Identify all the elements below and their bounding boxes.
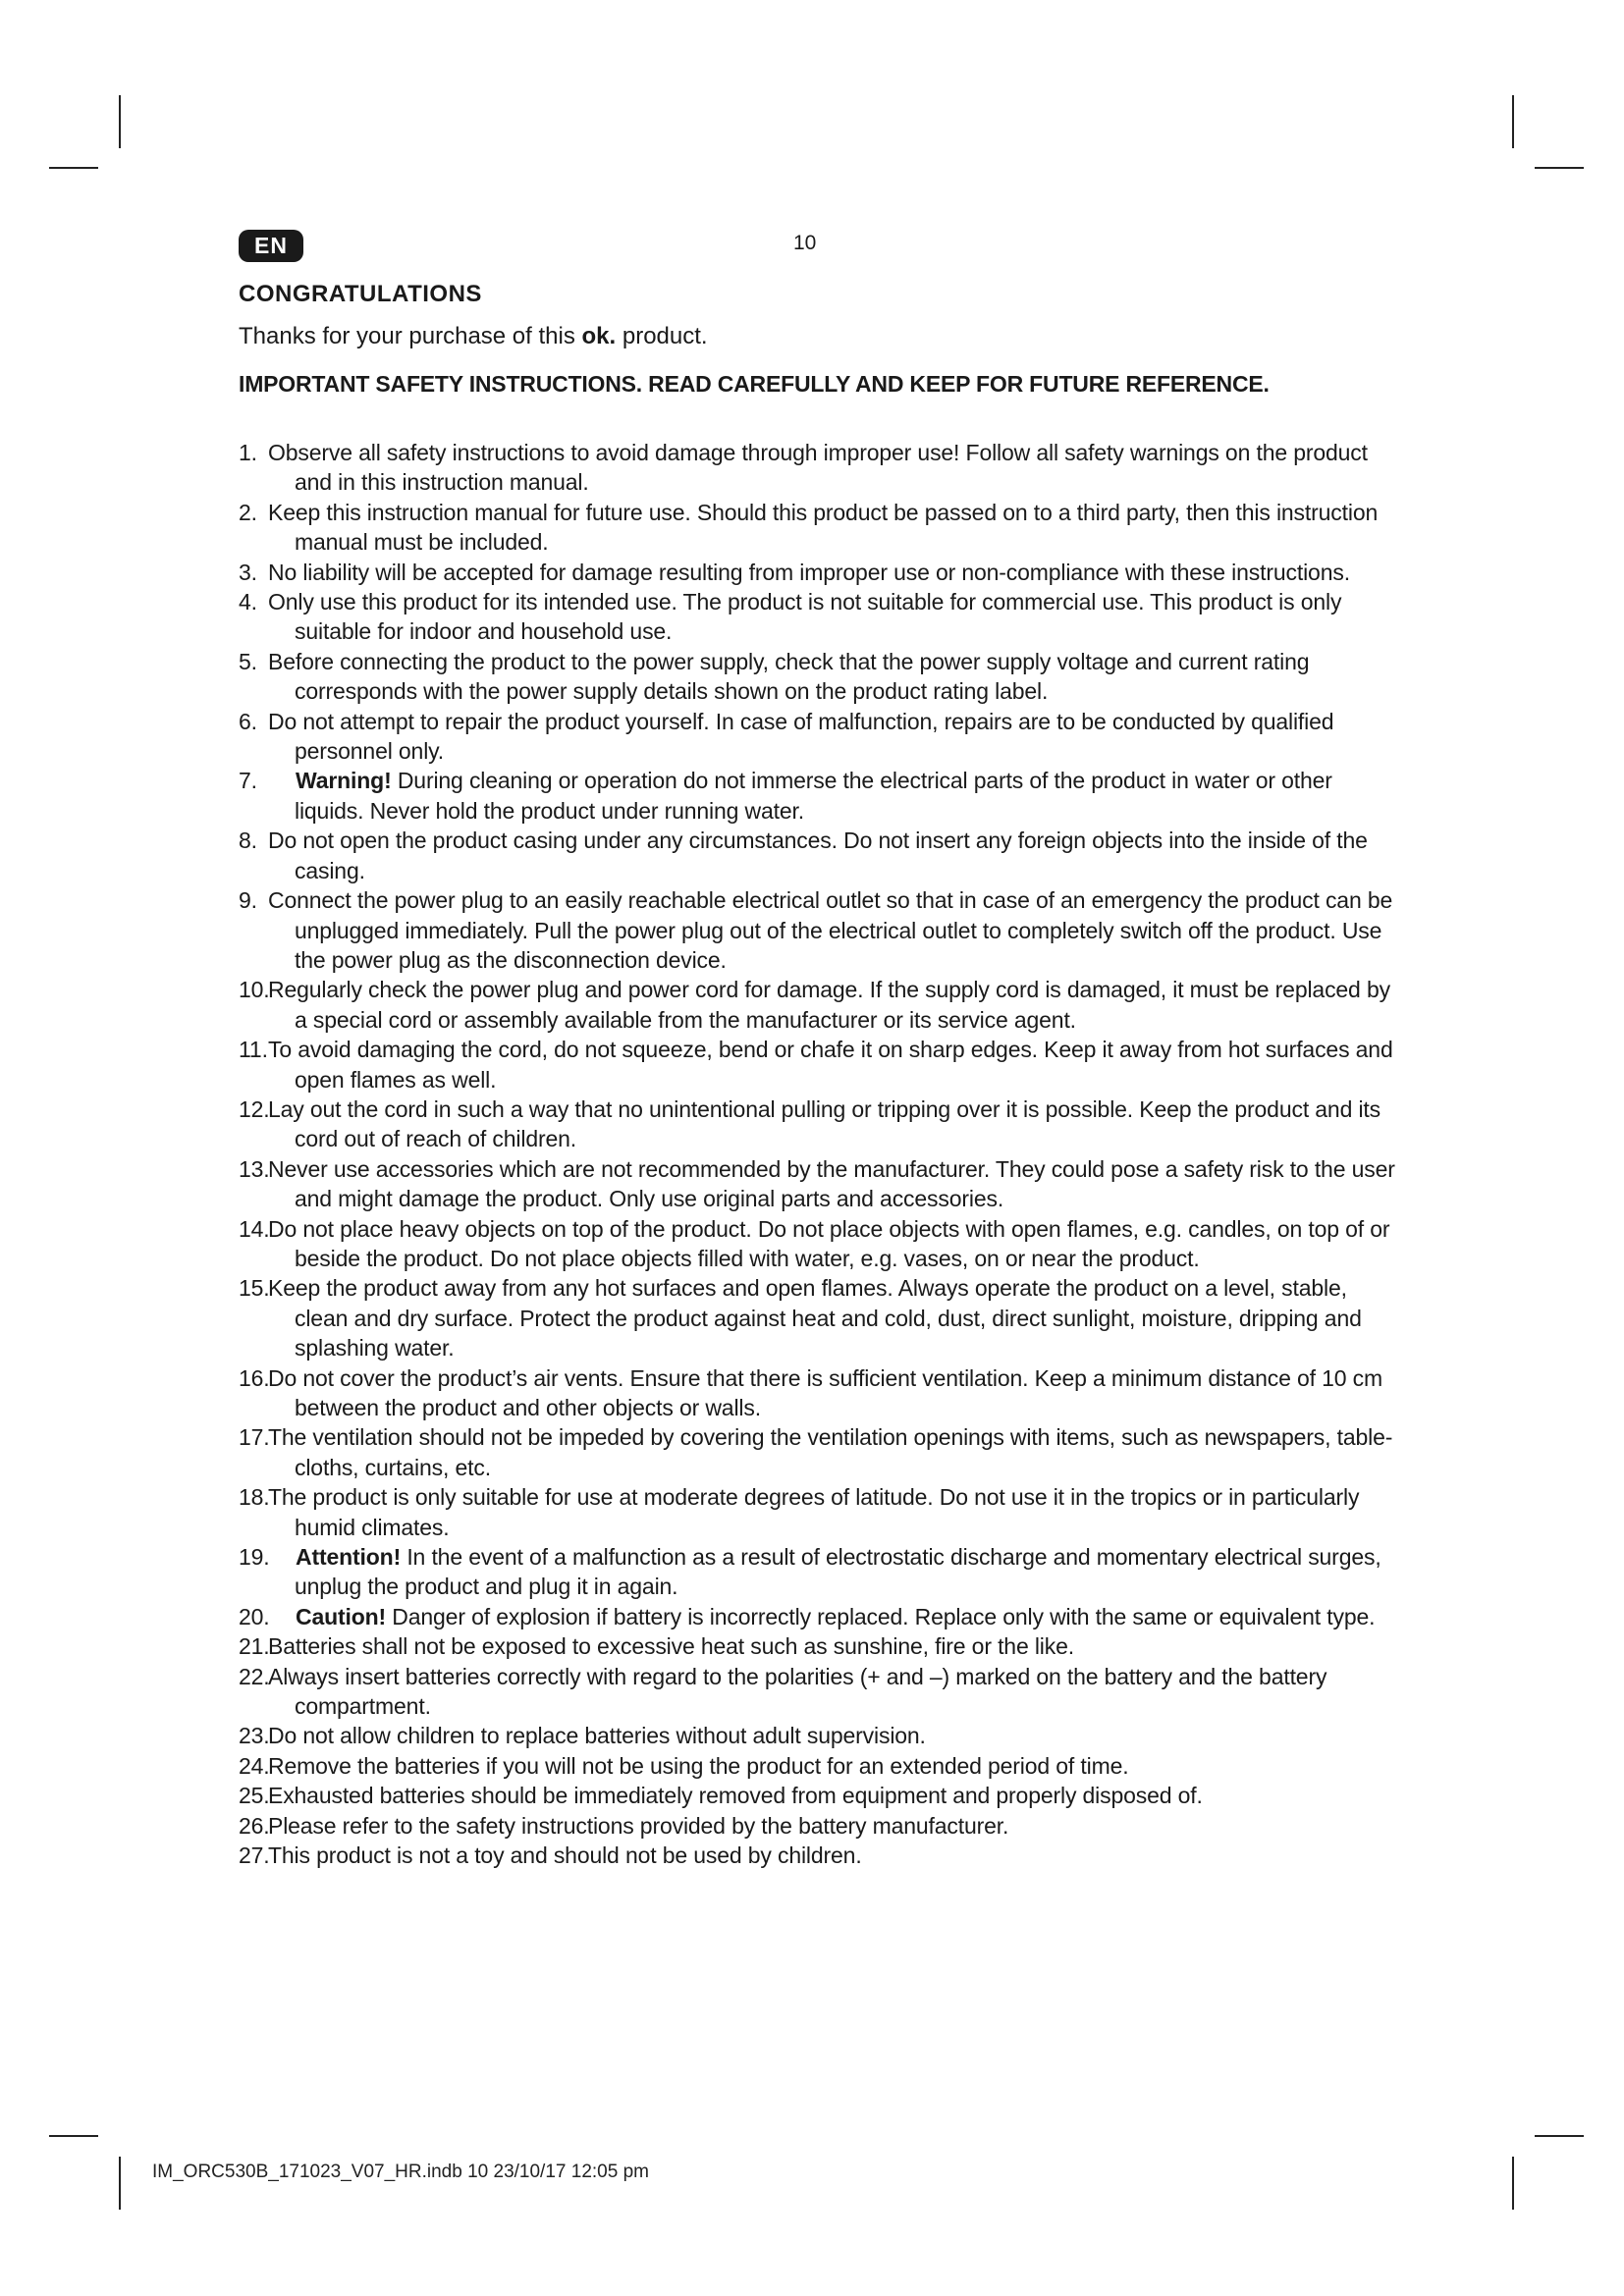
instruction-item [239,1781,1397,1810]
instruction-item [239,1273,1397,1362]
instruction-number: 17. [239,1424,270,1451]
instruction-text: Keep the product away from any hot surfaces and open flames. Always operate the product on a level, stable, clean and dry surface. Protect the product against heat and cold, dust, direct sunlight, moisture, dripping and splashing water. [268,1275,1362,1362]
instruction-item [239,766,1397,826]
instruction-number: 9. [239,887,257,914]
instruction-item [239,1542,1397,1602]
instruction-number: 11. [239,1037,268,1063]
instruction-number: 16. [239,1364,270,1391]
instruction-item [239,826,1397,885]
instruction-number: 20. [239,1603,270,1629]
instruction-number: 15. [239,1275,270,1302]
instruction-text: This product is not a toy and should not be used by children. [268,1842,862,1869]
instruction-number: 22. [239,1663,270,1689]
instruction-text: Do not attempt to repair the product yourself. In case of malfunction, repairs are to be conducted by qualified personnel only. [268,708,1334,765]
instruction-number: 23. [239,1723,270,1749]
instruction-item [239,558,1397,587]
important-heading: IMPORTANT SAFETY INSTRUCTIONS. READ CAREFULLY AND KEEP FOR FUTURE REFERENCE. [239,371,1270,397]
instruction-item [239,1363,1397,1423]
crop-mark [119,95,121,148]
crop-mark [49,167,98,169]
instruction-text: To avoid damaging the cord, do not squeeze, bend or chafe it on sharp edges. Keep it away from hot surfaces and open flames as well. [268,1037,1393,1093]
instruction-text: Batteries shall not be exposed to excessive heat such as sunshine, fire or the like. [268,1633,1074,1660]
instruction-number: 1. [239,440,257,465]
page-heading: CONGRATULATIONS [239,281,482,307]
intro-text [239,323,708,350]
instruction-text: Regularly check the power plug and power cord for damage. If the supply cord is damaged, it must be replaced by a special cord or assembly available from the manufacturer or its service agent. [268,977,1390,1033]
instruction-number: 19. [239,1544,270,1571]
instruction-number: 2. [239,499,257,525]
language-badge: EN [239,230,303,262]
instruction-text: Exhausted batteries should be immediately removed from equipment and properly disposed of. [268,1783,1203,1809]
instruction-item [239,647,1397,707]
instruction-text: Never use accessories which are not recommended by the manufacturer. They could pose a safety risk to the user and might damage the product. Only use original parts and accessories. [268,1155,1395,1212]
instruction-item [239,587,1397,647]
instruction-item [239,885,1397,975]
instruction-item [239,1214,1397,1274]
instruction-number: 8. [239,828,257,854]
instruction-text: Always insert batteries correctly with regard to the polarities (+ and –) marked on the battery and the battery compartment. [268,1663,1327,1720]
instruction-number: 25. [239,1783,270,1809]
crop-mark [1512,95,1514,148]
crop-mark [1535,167,1584,169]
instruction-text: Only use this product for its intended use. The product is not suitable for commercial use. This product is only suitable for indoor and household use. [268,589,1342,645]
instruction-item [239,438,1397,498]
instruction-item [239,1751,1397,1781]
instruction-item [239,1035,1397,1095]
brand-name: ok. [581,323,617,349]
instruction-text: Observe all safety instructions to avoid damage through improper use! Follow all safety warnings on the product and in this instruction manual. [268,440,1368,496]
instruction-item [239,975,1397,1035]
instruction-number: 18. [239,1484,270,1511]
instruction-number: 6. [239,708,257,734]
instruction-number: 26. [239,1812,270,1839]
instruction-text: Connect the power plug to an easily reachable electrical outlet so that in case of an emergency the product can be unplugged immediately. Pull the power plug out of the electrical outlet to completely switch off the product. Use the power plug as the disconnection device. [268,887,1393,973]
instruction-number: 3. [239,559,257,585]
instruction-text: No liability will be accepted for damage resulting from improper use or non-compliance with these instructions. [268,559,1350,585]
instruction-text: Danger of explosion if battery is incorrectly replaced. Replace only with the same or equivalent type. [386,1603,1376,1629]
instruction-text: Please refer to the safety instructions provided by the battery manufacturer. [268,1812,1009,1839]
instruction-text: Lay out the cord in such a way that no unintentional pulling or tripping over it is possible. Keep the product and its cord out of reach of children. [268,1095,1381,1152]
instruction-number: 12. [239,1095,270,1122]
instruction-item [239,1662,1397,1722]
instruction-item [239,1811,1397,1841]
instruction-item [239,1721,1397,1750]
instruction-number: 14. [239,1215,270,1242]
instruction-item [239,1422,1397,1482]
instruction-number: 7. [239,768,257,794]
instruction-text: Before connecting the product to the power supply, check that the power supply voltage and current rating corresponds with the power supply details shown on the product rating label. [268,648,1310,705]
instruction-number: 10. [239,977,270,1003]
instruction-text: The product is only suitable for use at moderate degrees of latitude. Do not use it in the tropics or in particularly humid climates. [268,1484,1360,1540]
instruction-item [239,1482,1397,1542]
instruction-text: In the event of a malfunction as a result of electrostatic discharge and momentary electrical surges, unplug the product and plug it in again. [295,1544,1381,1600]
instruction-text: Do not allow children to replace batteries without adult supervision. [268,1723,926,1749]
instruction-number: 24. [239,1752,270,1779]
intro-after: product. [616,323,708,349]
page-number: 10 [793,232,817,254]
instruction-item [239,1602,1397,1631]
instruction-number: 21. [239,1633,270,1660]
instruction-lead: Warning! [296,768,392,794]
crop-mark [1512,2157,1514,2210]
instruction-text: During cleaning or operation do not immerse the electrical parts of the product in water or other liquids. Never hold the product under running water. [295,768,1332,824]
intro-before: Thanks for your purchase of this [239,323,582,349]
instruction-text: Keep this instruction manual for future use. Should this product be passed on to a third party, then this instruction manual must be included. [268,499,1379,556]
instruction-item [239,498,1397,558]
instruction-number: 5. [239,648,257,674]
instruction-number: 27. [239,1842,270,1869]
instruction-text: Do not place heavy objects on top of the product. Do not place objects with open flames, e.g. candles, on top of or beside the product. Do not place objects filled with water, e.g. vases, on or near the product. [268,1215,1390,1271]
instruction-text: Do not cover the product’s air vents. Ensure that there is sufficient ventilation. Keep a minimum distance of 10 cm between the product and other objects or walls. [268,1364,1383,1420]
instruction-number: 4. [239,589,257,615]
instruction-item [239,1154,1397,1214]
crop-mark [119,2157,121,2210]
instruction-item [239,707,1397,767]
instruction-lead: Caution! [296,1603,387,1629]
instruction-item [239,1095,1397,1154]
crop-mark [49,2135,98,2137]
crop-mark [1535,2135,1584,2137]
instruction-text: The ventilation should not be impeded by covering the ventilation openings with items, such as newspapers, table-cloths, curtains, etc. [268,1424,1393,1480]
instruction-text: Do not open the product casing under any circumstances. Do not insert any foreign objects into the inside of the casing. [268,828,1368,883]
instruction-item [239,1631,1397,1661]
instruction-item [239,1841,1397,1870]
instruction-lead: Attention! [296,1544,402,1571]
instruction-text: Remove the batteries if you will not be using the product for an extended period of time. [268,1752,1129,1779]
safety-instruction-list [239,438,1397,1871]
instruction-number: 13. [239,1155,270,1182]
print-footer: IM_ORC530B_171023_V07_HR.indb 10 23/10/17 12:05 pm [152,2162,649,2182]
